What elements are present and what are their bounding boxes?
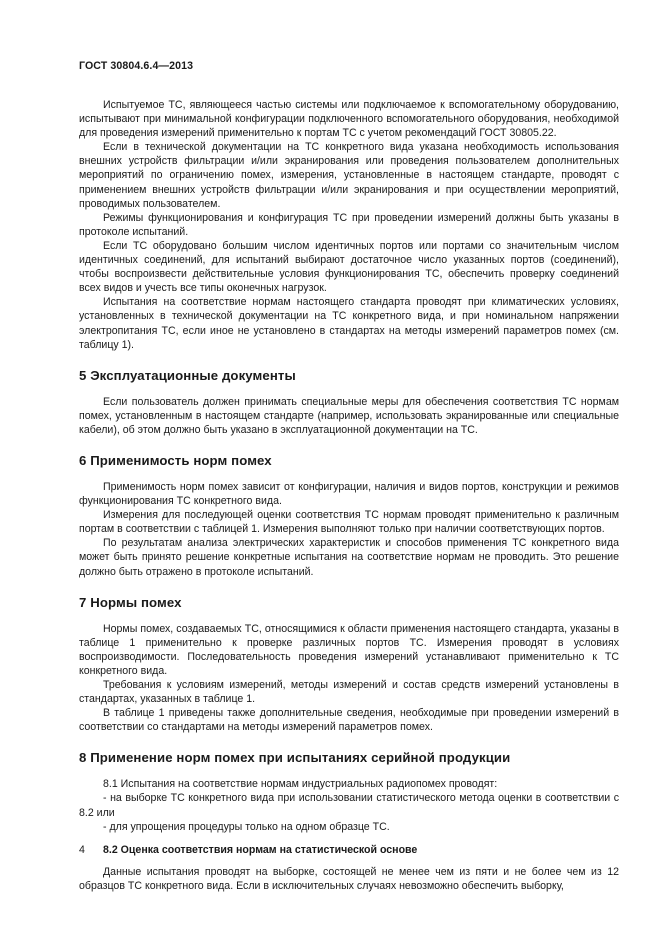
paragraph: Применимость норм помех зависит от конфигурации, наличия и видов портов, конструкции и режимов функционирования ТС конкретного вида. bbox=[79, 480, 619, 508]
section-heading: 7 Нормы помех bbox=[79, 594, 182, 610]
paragraph: Режимы функционирования и конфигурация ТС при проведении измерений должны быть указаны в протоколе испытаний. bbox=[79, 211, 619, 238]
list-item: - на выборке ТС конкретного вида при использовании статистического метода оценки в соответствии с 8.2 или bbox=[79, 792, 619, 819]
paragraph: Если пользователь должен принимать специальные меры для обеспечения соответствия ТС нормам помех, установленным в настоящем стандарте (например, использовать экранированные или специальные кабели), об этом должно быть указано в эксплуатационной документации на ТС. bbox=[79, 395, 619, 436]
list-item: - для упрощения процедуры только на одном образце ТС. bbox=[103, 820, 390, 833]
paragraph: Испытания на соответствие нормам настоящего стандарта проводят при климатических условиях, установленных в технической документации на ТС конкретного вида, и при номинальном напряжении электропитания ТС, если иное не установлено в стандартах на методы измерений параметров помех (см. таблицу 1). bbox=[79, 296, 619, 351]
section-heading: 8 Применение норм помех при испытаниях серийной продукции bbox=[79, 750, 511, 766]
paragraph: По результатам анализа электрических характеристик и способов применения ТС конкретного вида может быть принято решение конкретные испытания на соответствие нормам не проводить. Это решение должно быть отражено в протоколе испытаний. bbox=[79, 537, 619, 578]
paragraph: Данные испытания проводят на выборке, состоящей не менее чем из пяти и не более чем из 12 образцов ТС конкретного вида. Если в исключительных случаях невозможно обеспечить выборку, bbox=[79, 865, 619, 892]
document-body bbox=[79, 98, 619, 893]
page-number: 4 bbox=[79, 844, 85, 856]
subsection-heading: 8.2 Оценка соответствия нормам на статистической основе bbox=[103, 843, 418, 856]
paragraph: Если в технической документации на ТС конкретного вида указана необходимость использования внешних устройств фильтрации и/или экранирования или проведения пользователем дополнительных мероприятий по ограничению помех, измерения, установленные в настоящем стандарте, проводят с применением внешних устройств фильтрации и/или экранирования и при осуществлении мероприятий, проводимых пользователем. bbox=[79, 141, 619, 210]
paragraph: Нормы помех, создаваемых ТС, относящимися к области применения настоящего стандарта, указаны в таблице 1 применительно к проверке различных портов ТС. Измерения проводят в условиях воспроизводимости. Последовательность проведения измерений устанавливают применительно к ТС конкретного вида. bbox=[79, 622, 619, 677]
paragraph: Если ТС оборудовано большим числом идентичных портов или портами со значительным числом идентичных соединений, для испытаний выбирают достаточное число указанных портов (соединений), чтобы воспроизвести действительные условия функционирования ТС, обеспечить проверку соединений всех видов и учесть все типы оконечных нагрузок. bbox=[79, 239, 619, 295]
paragraph: 8.1 Испытания на соответствие нормам индустриальных радиопомех проводят: bbox=[103, 778, 498, 791]
document-header: ГОСТ 30804.6.4—2013 bbox=[79, 60, 194, 72]
section-heading: 6 Применимость норм помех bbox=[79, 452, 272, 468]
paragraph: Требования к условиям измерений, методы измерений и состав средств измерений установлены в стандартах, указанных в таблице 1. bbox=[79, 679, 619, 706]
paragraph: Испытуемое ТС, являющееся частью системы или подключаемое к вспомогательному оборудованию, испытывают при минимальной конфигурации подключенного вспомогательного оборудования, необходимой для проведения измерений применительно к портам ТС с учетом рекомендаций ГОСТ 30805.22. bbox=[79, 99, 619, 140]
paragraph: В таблице 1 приведены также дополнительные сведения, необходимые при проведении измерений в соответствии со стандартами на методы измерений параметров помех. bbox=[79, 707, 619, 734]
section-heading: 5 Эксплуатационные документы bbox=[79, 367, 296, 383]
paragraph: Измерения для последующей оценки соответствия ТС нормам проводят применительно к различным портам в соответствии с таблицей 1. Измерения выполняют только при наличии соответствующих портов. bbox=[79, 509, 619, 536]
